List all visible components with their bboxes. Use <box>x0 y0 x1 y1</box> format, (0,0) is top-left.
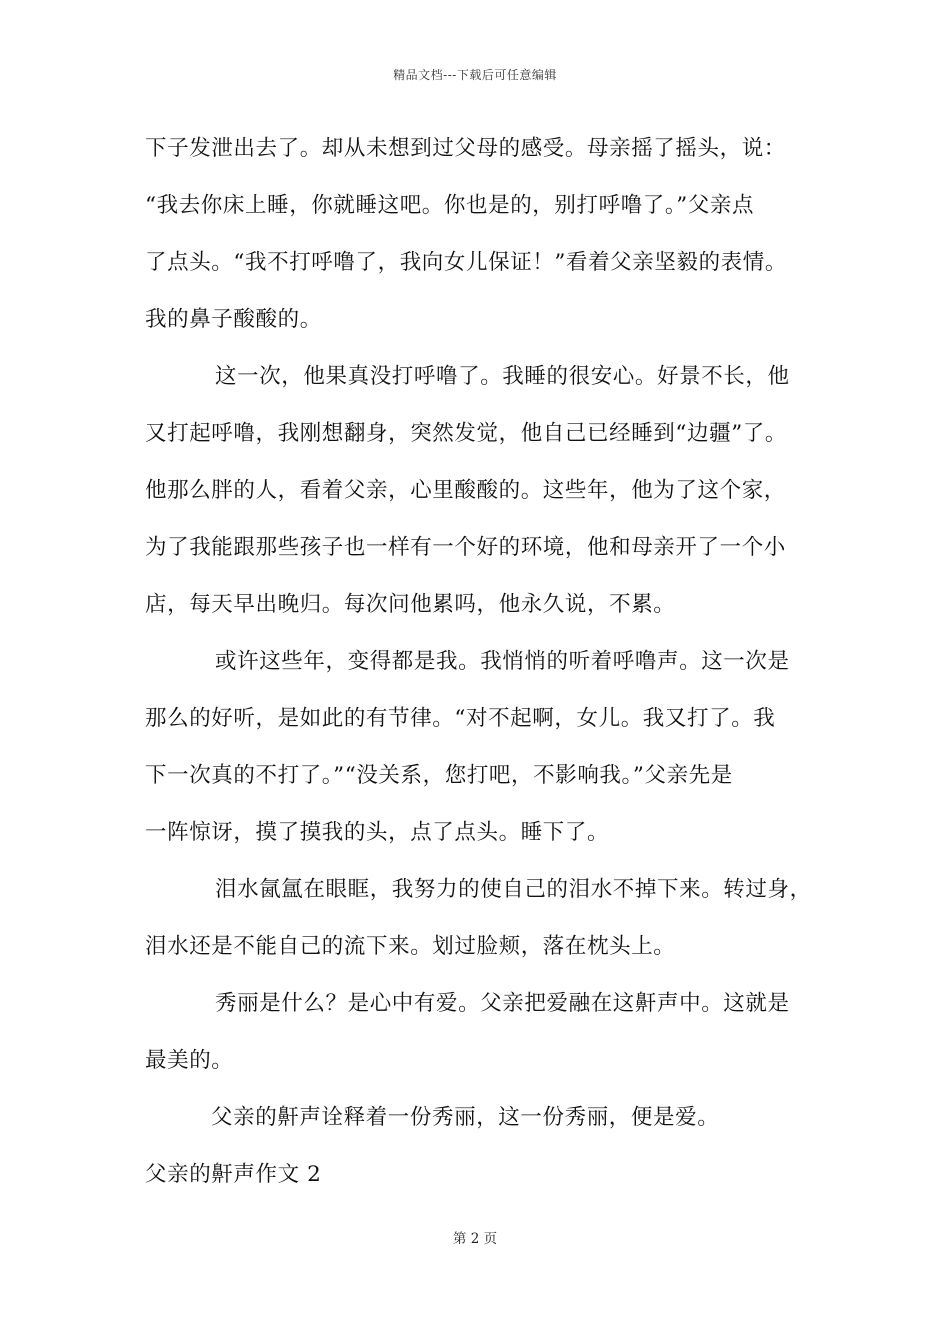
text-line: 了点头。“我不打呼噜了，我向女儿保证！”看着父亲坚毅的表情。 <box>145 250 787 275</box>
text-line: 一阵惊讶，摸了摸我的头，点了点头。睡下了。 <box>145 820 610 845</box>
text-line: 又打起呼噜，我刚想翻身，突然发觉，他自己已经睡到“边疆”了。 <box>145 421 787 446</box>
paragraph-first-line: 这一次，他果真没打呼噜了。我睡的很安心。好景不长，他 <box>215 364 790 389</box>
text-line: “我去你床上睡，你就睡这吧。你也是的，别打呼噜了。”父亲点 <box>145 193 755 218</box>
paragraph-first-line: 父亲的鼾声诠释着一份秀丽，这一份秀丽，便是爱。 <box>211 1105 720 1130</box>
page-header: 精品文档---下载后可任意编辑 <box>393 68 557 82</box>
text-line: 泪水还是不能自己的流下来。划过脸颊，落在枕头上。 <box>145 934 676 959</box>
text-line: 店，每天早出晚归。每次问他累吗，他永久说，不累。 <box>145 592 676 617</box>
paragraph-first-line: 秀丽是什么？是心中有爱。父亲把爱融在这鼾声中。这就是 <box>215 991 790 1016</box>
text-line: 我的鼻子酸酸的。 <box>145 307 322 332</box>
text-line: 那么的好听，是如此的有节律。“对不起啊，女儿。我又打了。我 <box>145 706 776 731</box>
document-body <box>145 133 825 1216</box>
paragraph-first-line: 泪水氤氲在眼眶，我努力的使自己的泪水不掉下来。转过身， <box>215 877 812 902</box>
paragraph-first-line: 或许这些年，变得都是我。我悄悄的听着呼噜声。这一次是 <box>215 649 790 674</box>
text-line: 他那么胖的人，看着父亲，心里酸酸的。这些年，他为了这个家， <box>145 478 786 503</box>
text-line: 下一次真的不打了。”“没关系，您打吧，不影响我。”父亲先是 <box>145 763 733 788</box>
text-line: 下子发泄出去了。却从未想到过父母的感受。母亲摇了摇头，说： <box>145 136 786 161</box>
page-number: 第 2 页 <box>452 1231 498 1247</box>
section-title: 父亲的鼾声作文 2 <box>145 1162 322 1187</box>
text-line: 为了我能跟那些孩子也一样有一个好的环境，他和母亲开了一个小 <box>145 535 786 560</box>
text-line: 最美的。 <box>145 1048 234 1073</box>
